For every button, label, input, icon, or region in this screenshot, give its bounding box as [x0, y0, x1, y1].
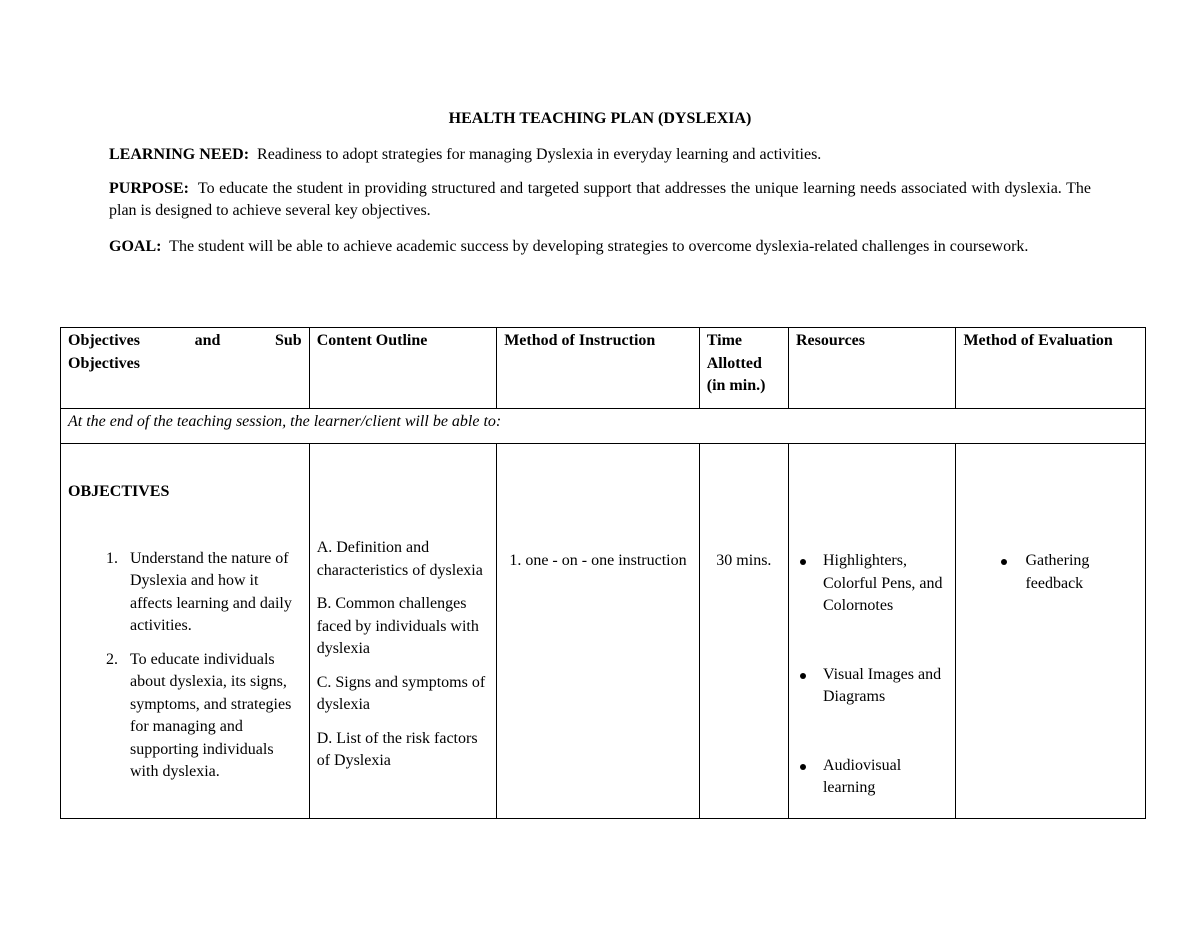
list-item [796, 664, 948, 709]
learning-need-label: LEARNING NEED: [109, 146, 250, 163]
resources-list [796, 550, 948, 800]
objectives-list [68, 548, 302, 784]
method-instruction-cell [497, 444, 700, 819]
content-item: C. Signs and symptoms of dyslexia [316, 673, 486, 713]
goal [109, 236, 1091, 258]
header-method-evaluation: Method of Evaluation [956, 328, 1146, 409]
content-item: A. Definition and characteristics of dyslexia [316, 539, 483, 579]
resources-cell [788, 444, 955, 819]
objective-item: 2. To educate individuals about dyslexia, its signs, symptoms, and strategies for managing and supporting individuals with dyslexia. [122, 649, 302, 784]
header-objectives-word-4: Objectives [68, 354, 140, 372]
evaluation-text: Gathering feedback [1025, 552, 1090, 592]
bullet-icon [800, 559, 806, 565]
document-title: HEALTH TEACHING PLAN (DYSLEXIA) [448, 110, 752, 127]
time-allotted-text: 30 mins. [716, 552, 772, 569]
purpose-text: To educate the student in providing structured and targeted support that addresses the unique learning needs associated with dyslexia. The plan is designed to achieve several key objectives. [109, 180, 1091, 219]
time-allotted-cell [699, 444, 788, 819]
resource-text: Visual Images and Diagrams [822, 665, 942, 705]
objective-item: 1. Understand the nature of Dyslexia and how it affects learning and daily activities. [122, 548, 302, 638]
objectives-heading: OBJECTIVES [68, 483, 170, 500]
header-objectives-word-3: Sub [274, 332, 302, 349]
header-objectives-word-1: Objectives [68, 332, 140, 349]
header-method-instruction: Method of Instruction [497, 328, 700, 409]
table-row [61, 444, 1146, 819]
intro-text: At the end of the teaching session, the learner/client will be able to: [61, 409, 1146, 444]
header-content-outline: Content Outline [309, 328, 497, 409]
table-intro-row [61, 409, 1146, 444]
evaluation-list [963, 550, 1138, 595]
learning-need [109, 144, 1091, 166]
evaluation-cell [956, 444, 1146, 819]
goal-label: GOAL: [109, 238, 162, 255]
objectives-cell [61, 444, 310, 819]
header-resources: Resources [788, 328, 955, 409]
content-item: B. Common challenges faced by individuals with dyslexia [316, 595, 479, 657]
resource-text: Audiovisual learning [822, 756, 902, 796]
purpose [109, 178, 1091, 222]
list-item [796, 755, 948, 800]
content-item: D. List of the risk factors of Dyslexia [316, 729, 478, 769]
header-objectives-word-2: and [194, 332, 221, 349]
bullet-icon [800, 764, 806, 770]
resource-text: Highlighters, Colorful Pens, and Colornotes [822, 552, 943, 614]
learning-need-text: Readiness to adopt strategies for managing Dyslexia in everyday learning and activities. [257, 146, 822, 163]
bullet-icon [1001, 559, 1007, 565]
table-header-row [61, 328, 1146, 409]
goal-text: The student will be able to achieve academic success by developing strategies to overcome dyslexia-related challenges in coursework. [169, 238, 1029, 255]
header-objectives [61, 328, 310, 409]
content-outline-cell [309, 444, 497, 819]
teaching-plan-table [60, 327, 1146, 819]
bullet-icon [800, 673, 806, 679]
list-item [993, 550, 1138, 595]
purpose-label: PURPOSE: [109, 180, 189, 197]
list-item [796, 550, 948, 618]
header-time-allotted: Time Allotted (in min.) [699, 328, 788, 409]
method-instruction-text: 1. one - on - one instruction [509, 552, 687, 569]
